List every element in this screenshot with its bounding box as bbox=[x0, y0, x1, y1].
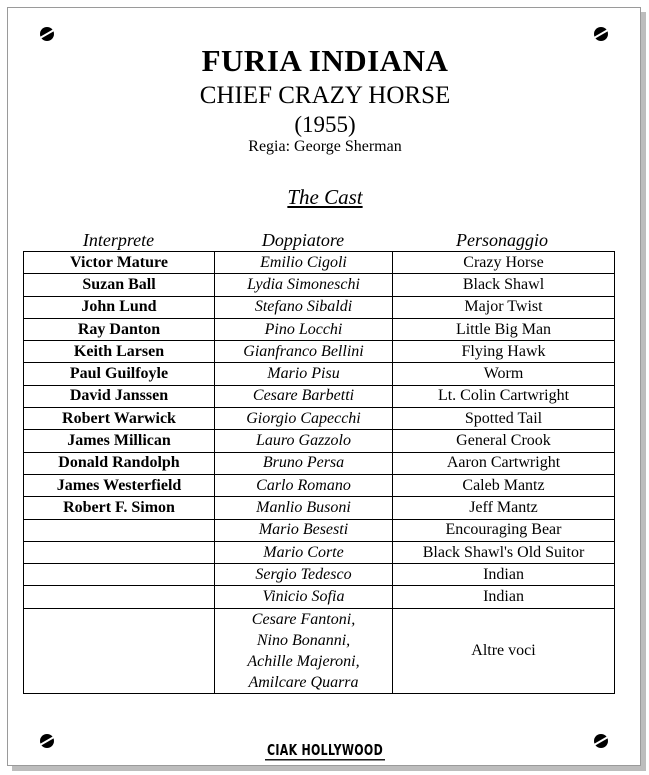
table-row bbox=[24, 252, 615, 274]
dubber-cell: Giorgio Capecchi bbox=[215, 408, 393, 430]
role-cell: Little Big Man bbox=[393, 318, 615, 340]
actor-cell bbox=[24, 586, 215, 608]
actor-cell: Suzan Ball bbox=[24, 274, 215, 296]
role-cell: Lt. Colin Cartwright bbox=[393, 385, 615, 407]
cast-heading: The Cast bbox=[287, 185, 363, 209]
dubber-cell: Stefano Sibaldi bbox=[215, 296, 393, 318]
dubber-cell: Mario Besesti bbox=[215, 519, 393, 541]
actor-cell: James Westerfield bbox=[24, 474, 215, 496]
actor-cell bbox=[24, 608, 215, 693]
role-cell: Black Shawl's Old Suitor bbox=[393, 541, 615, 563]
role-cell: Flying Hawk bbox=[393, 341, 615, 363]
role-cell: Black Shawl bbox=[393, 274, 615, 296]
logo-text: CIAK HOLLYWOOD bbox=[266, 741, 384, 760]
dubber-name: Achille Majeroni, bbox=[247, 652, 360, 670]
dubber-cell: Mario Corte bbox=[215, 541, 393, 563]
dubber-name: Cesare Fantoni, bbox=[251, 610, 356, 628]
dubber-cell: Emilio Cigoli bbox=[215, 252, 393, 274]
table-row bbox=[24, 519, 615, 541]
dubber-cell: Pino Locchi bbox=[215, 318, 393, 340]
cast-table bbox=[23, 251, 615, 694]
dubber-cell: Cesare Barbetti bbox=[215, 385, 393, 407]
table-row bbox=[24, 541, 615, 563]
dubber-cell-multi bbox=[215, 608, 393, 693]
dubber-cell: Bruno Persa bbox=[215, 452, 393, 474]
role-cell: Aaron Cartwright bbox=[393, 452, 615, 474]
column-headers bbox=[23, 230, 612, 252]
role-cell: Spotted Tail bbox=[393, 408, 615, 430]
table-row bbox=[24, 318, 615, 340]
actor-cell: Donald Randolph bbox=[24, 452, 215, 474]
column-header-interprete: Interprete bbox=[82, 230, 155, 250]
table-row bbox=[24, 408, 615, 430]
role-cell: Jeff Mantz bbox=[393, 497, 615, 519]
table-row bbox=[24, 564, 615, 586]
column-header-doppiatore: Doppiatore bbox=[261, 230, 345, 250]
table-row bbox=[24, 296, 615, 318]
role-cell: Worm bbox=[393, 363, 615, 385]
actor-cell: John Lund bbox=[24, 296, 215, 318]
role-cell: Caleb Mantz bbox=[393, 474, 615, 496]
actor-cell: James Millican bbox=[24, 430, 215, 452]
dubber-cell: Manlio Busoni bbox=[215, 497, 393, 519]
actor-cell: Keith Larsen bbox=[24, 341, 215, 363]
dubber-cell: Vinicio Sofia bbox=[215, 586, 393, 608]
dubber-name: Amilcare Quarra bbox=[248, 673, 359, 691]
role-cell: Encouraging Bear bbox=[393, 519, 615, 541]
dubber-cell: Lauro Gazzolo bbox=[215, 430, 393, 452]
table-row bbox=[24, 341, 615, 363]
table-row-other-voices bbox=[24, 608, 615, 693]
role-cell: Altre voci bbox=[393, 608, 615, 693]
pin-hole-icon bbox=[594, 27, 608, 41]
dubber-cell: Carlo Romano bbox=[215, 474, 393, 496]
actor-cell bbox=[24, 541, 215, 563]
dubber-cell: Lydia Simoneschi bbox=[215, 274, 393, 296]
table-row bbox=[24, 385, 615, 407]
table-row bbox=[24, 430, 615, 452]
film-year: (1955) bbox=[294, 112, 356, 137]
dubber-cell: Sergio Tedesco bbox=[215, 564, 393, 586]
actor-cell bbox=[24, 564, 215, 586]
table-row bbox=[24, 586, 615, 608]
director-line: Regia: George Sherman bbox=[248, 138, 402, 155]
pin-hole-icon bbox=[40, 27, 54, 41]
ciak-hollywood-logo bbox=[8, 741, 642, 759]
role-cell: Indian bbox=[393, 586, 615, 608]
dubber-cell: Gianfranco Bellini bbox=[215, 341, 393, 363]
cast-card bbox=[7, 7, 641, 766]
table-row bbox=[24, 274, 615, 296]
table-row bbox=[24, 452, 615, 474]
actor-cell: Ray Danton bbox=[24, 318, 215, 340]
actor-cell: Robert F. Simon bbox=[24, 497, 215, 519]
original-title: CHIEF CRAZY HORSE bbox=[199, 82, 451, 109]
role-cell: Major Twist bbox=[393, 296, 615, 318]
role-cell: Indian bbox=[393, 564, 615, 586]
table-row bbox=[24, 497, 615, 519]
role-cell: General Crook bbox=[393, 430, 615, 452]
actor-cell: Robert Warwick bbox=[24, 408, 215, 430]
dubber-cell: Mario Pisu bbox=[215, 363, 393, 385]
dubber-name: Nino Bonanni, bbox=[256, 631, 351, 649]
actor-cell: Paul Guilfoyle bbox=[24, 363, 215, 385]
column-header-personaggio: Personaggio bbox=[456, 230, 548, 250]
role-cell: Crazy Horse bbox=[393, 252, 615, 274]
film-title: FURIA INDIANA bbox=[201, 43, 449, 78]
table-row bbox=[24, 363, 615, 385]
table-row bbox=[24, 474, 615, 496]
actor-cell bbox=[24, 519, 215, 541]
actor-cell: David Janssen bbox=[24, 385, 215, 407]
actor-cell: Victor Mature bbox=[24, 252, 215, 274]
